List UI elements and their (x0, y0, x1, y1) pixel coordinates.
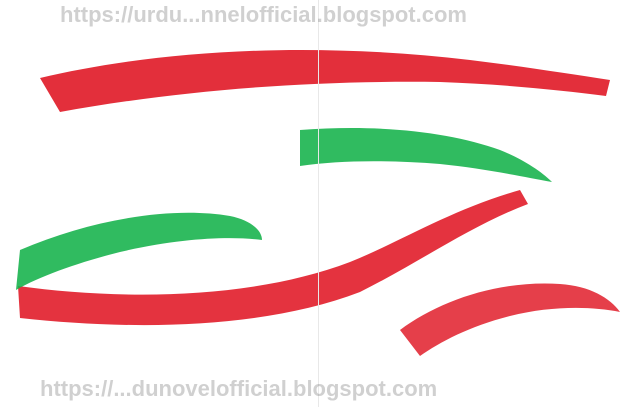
text-column-left (6, 2, 316, 402)
text-column-right (322, 2, 634, 402)
watermark-bottom: https://...dunovelofficial.blogspot.com (40, 376, 438, 401)
watermark-top: https://urdu...nnelofficial.blogspot.com (60, 2, 467, 27)
column-divider (318, 0, 319, 407)
